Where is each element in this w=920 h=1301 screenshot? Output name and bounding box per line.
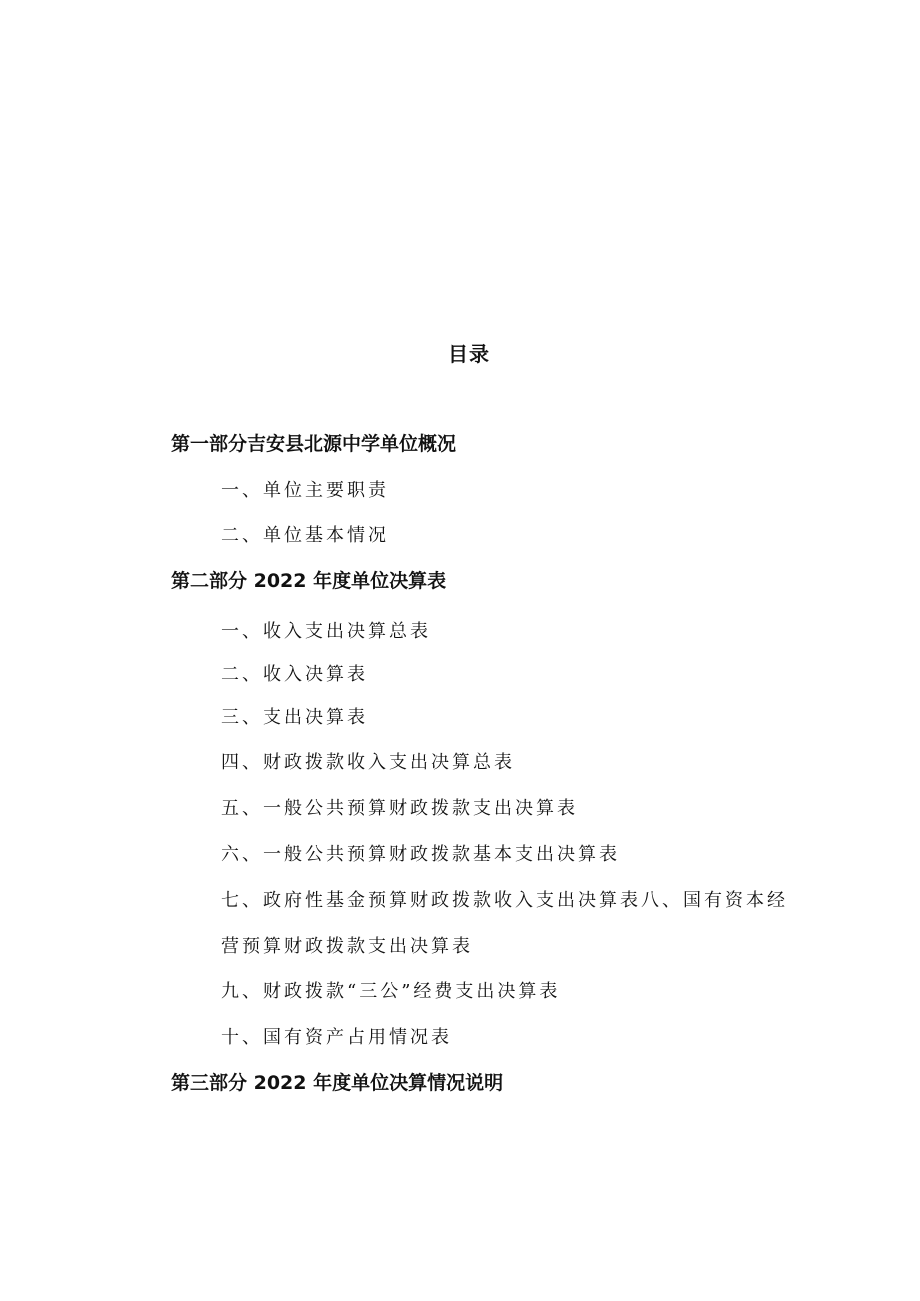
- part-2-item-1: 一、收入支出决算总表: [221, 621, 431, 642]
- part-2-item-5: 五、一般公共预算财政拨款支出决算表: [221, 798, 578, 819]
- part-2-item-4: 四、财政拨款收入支出决算总表: [221, 752, 515, 773]
- part-2-item-10: 十、国有资产占用情况表: [221, 1027, 452, 1048]
- part-3-heading: 第三部分 2022 年度单位决算情况说明: [171, 1072, 504, 1094]
- part-2-heading: 第二部分 2022 年度单位决算表: [171, 570, 447, 592]
- part-2-item-2: 二、收入决算表: [221, 664, 368, 685]
- part-1-item-1: 一、单位主要职责: [221, 480, 389, 501]
- part-2-item-6: 六、一般公共预算财政拨款基本支出决算表: [221, 844, 620, 865]
- part-2-item-9: 九、财政拨款“三公”经费支出决算表: [221, 981, 561, 1002]
- toc-title: 目录: [448, 342, 490, 366]
- part-1-item-2: 二、单位基本情况: [221, 525, 389, 546]
- part-2-item-7: 七、政府性基金预算财政拨款收入支出决算表八、国有资本经: [221, 890, 788, 911]
- part-2-item-3: 三、支出决算表: [221, 707, 368, 728]
- part-1-heading: 第一部分吉安县北源中学单位概况: [171, 433, 457, 455]
- part-2-item-7-continuation: 营预算财政拨款支出决算表: [221, 936, 473, 957]
